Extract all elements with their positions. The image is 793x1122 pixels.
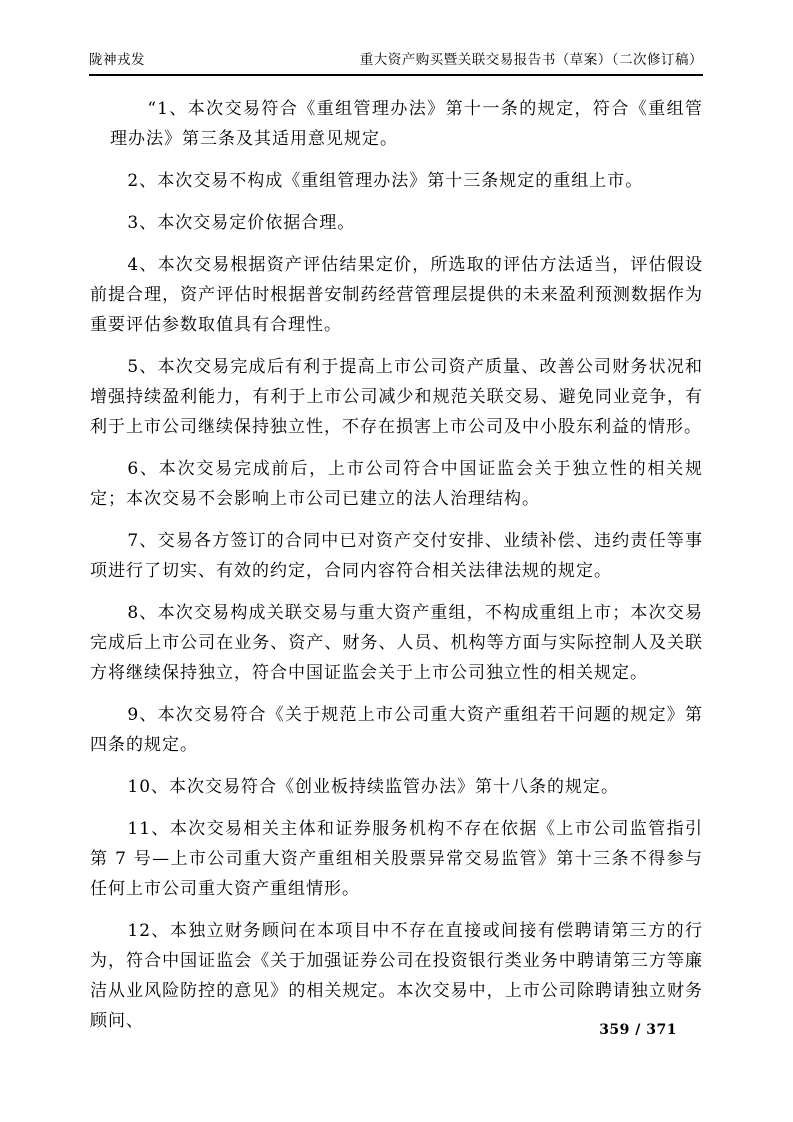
header-company-name: 陇神戎发	[89, 52, 145, 68]
paragraph: 4、本次交易根据资产评估结果定价，所选取的评估方法适当，评估假设前提合理，资产评估时根据普安制药经营管理层提供的未来盈利预测数据作为重要评估参数取值具有合理性。	[90, 255, 703, 335]
paragraph: 7、交易各方签订的合同中已对资产交付安排、业绩补偿、违约责任等事项进行了切实、有效的约定，合同内容符合相关法律法规的规定。	[90, 531, 703, 581]
header-document-title: 重大资产购买暨关联交易报告书（草案）（二次修订稿）	[359, 52, 703, 68]
paragraph: “1、本次交易符合《重组管理办法》第十一条的规定，符合《重组管理办法》第三条及其适用意见规定。	[110, 99, 703, 149]
paragraph: 10、本次交易符合《创业板持续监管办法》第十八条的规定。	[127, 777, 620, 797]
paragraph: 12、本独立财务顾问在本项目中不存在直接或间接有偿聘请第三方的行为，符合中国证监会《关于加强证券公司在投资银行类业务中聘请第三方等廉洁从业风险防控的意见》的相关规定。本次交易中，上市公司除聘请独立财务顾问、	[90, 921, 703, 1031]
paragraph: 8、本次交易构成关联交易与重大资产重组，不构成重组上市；本次交易完成后上市公司在业务、资产、财务、人员、机构等方面与实际控制人及关联方将继续保持独立，符合中国证监会关于上市公司独立性的相关规定。	[90, 603, 703, 683]
paragraph: 2、本次交易不构成《重组管理办法》第十三条规定的重组上市。	[127, 171, 644, 191]
paragraph: 5、本次交易完成后有利于提高上市公司资产质量、改善公司财务状况和增强持续盈利能力，有利于上市公司减少和规范关联交易、避免同业竞争，有利于上市公司继续保持独立性，不存在损害上市公司及中小股东利益的情形。	[90, 357, 703, 437]
paragraph: 6、本次交易完成前后，上市公司符合中国证监会关于独立性的相关规定；本次交易不会影响上市公司已建立的法人治理结构。	[90, 459, 703, 509]
document-body	[90, 94, 703, 1036]
paragraph: 9、本次交易符合《关于规范上市公司重大资产重组若干问题的规定》第四条的规定。	[90, 705, 703, 755]
paragraph: 3、本次交易定价依据合理。	[127, 213, 356, 233]
page-number: 359 / 371	[599, 1022, 677, 1038]
page-header	[89, 52, 703, 76]
paragraph: 11、本次交易相关主体和证券服务机构不存在依据《上市公司监管指引第 7 号—上市公司重大资产重组相关股票异常交易监管》第十三条不得参与任何上市公司重大资产重组情形。	[90, 819, 703, 899]
